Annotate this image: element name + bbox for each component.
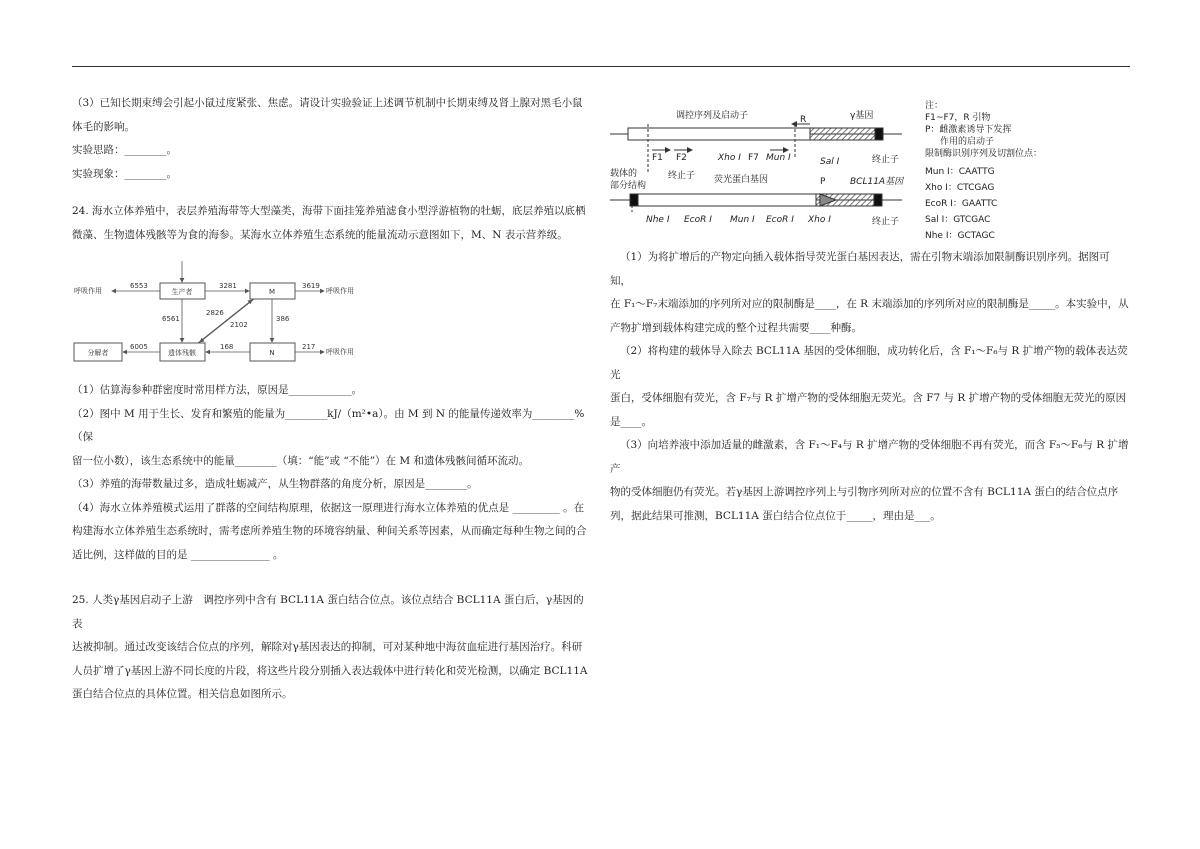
ecor-label-1: EcoR I [684, 215, 712, 225]
regulatory-label: 调控序列及启动子 [676, 111, 749, 121]
regulatory-bar [628, 128, 810, 140]
q25-2-line3: 是____。 [610, 415, 652, 428]
q24-stem-line2: 微藻、生物遗体残骸等为食的海参。某海水立体养殖生态系统的能量流动示意图如下，M、N 表示营养级。 [72, 228, 568, 241]
p-label: P [820, 177, 826, 187]
terminator-top [875, 128, 883, 140]
resp-label-right-bottom: 呼吸作用 [326, 348, 354, 356]
q24-3: （3）养殖的海带数量过多，造成牡蛎减产，从生物群落的角度分析，原因是________。 [72, 478, 478, 490]
q25-1-line3: 产物扩增到载体构建完成的整个过程共需要____种酶。 [610, 321, 862, 334]
right-column [610, 246, 1130, 528]
q25-stem-line4: 蛋白结合位点的具体位置。相关信息如图所示。 [72, 688, 293, 700]
value-2826: 2826 [206, 309, 224, 317]
decomposer-label: 分解者 [87, 349, 109, 357]
q25-1-line1: （1）为将扩增后的产物定向插入载体指导荧光蛋白基因表达，需在引物末端添加限制酶识别序列。据图可知， [610, 251, 1110, 287]
q25-2-line2: 蛋白，受体细胞有荧光，含 F₇与 R 扩增产物的受体细胞无荧光。含 F7 与 R 扩增产物的受体细胞无荧光的原因 [610, 392, 1127, 404]
r-primer-label: R [800, 115, 807, 125]
value-3281: 3281 [219, 282, 237, 290]
q25-2-line1: （2）将构建的载体导入除去 BCL11A 基因的受体细胞，成功转化后，含 F₁～F₆与 R 扩增产物的载体表达荧光 [610, 345, 1128, 381]
f1-label: F1 [652, 153, 663, 163]
value-2102: 2102 [230, 321, 248, 329]
q25-stem-line1: 25. 人类γ基因启动子上游 调控序列中含有 BCL11A 蛋白结合位点。该位点结合 BCL11A 蛋白后，γ基因的表 [72, 594, 584, 630]
q24-4-line1: （4）海水立体养殖模式运用了群落的空间结构原理，依据这一原理进行海水立体养殖的优点是 _________ 。在 [72, 501, 585, 514]
value-6553: 6553 [130, 282, 148, 290]
gamma-label: γ基因 [850, 111, 874, 121]
energy-flow-diagram [72, 255, 372, 375]
resp-label-left: 呼吸作用 [74, 287, 102, 295]
q24-stem-line1: 24. 海水立体养殖中，表层养殖海带等大型藻类，海带下面挂笼养殖滤食小型浮游植物的牡蛎，底层养殖以底栖 [72, 205, 586, 217]
value-217: 217 [302, 343, 316, 351]
q24-1: （1）估算海参种群密度时常用样方法，原因是____________。 [72, 384, 363, 396]
vector-label-2: 部分结构 [610, 181, 647, 191]
vector-label-1: 载体的 [610, 169, 638, 179]
mun-label: Mun I [766, 153, 791, 163]
q25-3-line3: 列，据此结果可推测，BCL11A 蛋白结合位点位于_____，理由是___。 [610, 509, 941, 522]
q24-4-line2: 构建海水立体养殖生态系统时，需考虑所养殖生物的环境容纳量、种间关系等因素，从而确定每种生物之间的合 [72, 525, 587, 537]
f7-label: F7 [748, 153, 759, 163]
gamma-gene-bar [810, 128, 875, 140]
left-column [72, 92, 592, 707]
q24-2-line2: 留一位小数），该生态系统中的能量________（填：“能”或 “不能”）在 M 和遗体残骸间循环流动。 [72, 454, 529, 467]
remains-label: 遗体残骸 [168, 349, 196, 357]
q25-3-line2: 物的受体细胞仍有荧光。若γ基因上游调控序列上与引物序列所对应的位置不含有 BCL11A 蛋白的结合位点序 [610, 486, 1119, 498]
enzyme-xho: Xho I：CTCGAG [925, 183, 995, 193]
xho-label-2: Xho I [808, 215, 831, 225]
terminator-label-bottom: 终止子 [872, 217, 900, 227]
sal-label: Sal I [820, 157, 840, 167]
note-title: 注： [925, 101, 944, 111]
xho-label: Xho I [718, 153, 741, 163]
q25-3-line1: （3）向培养液中添加适量的雌激素，含 F₁～F₄与 R 扩增产物的受体细胞不再有荧光，而含 F₅～F₆与 R 扩增产 [610, 439, 1129, 475]
enzyme-sal: Sal I：GTCGAC [925, 215, 991, 225]
vector-terminator [630, 194, 638, 206]
q24-4-line3: 适比例，这样做的目的是 _______________ 。 [72, 548, 284, 561]
header-rule [72, 66, 1130, 67]
enzyme-nhe: Nhe I：GCTAGC [925, 231, 995, 241]
ecor-label-2: EcoR I [766, 215, 794, 225]
terminator-label-top: 终止子 [872, 155, 900, 165]
value-386: 386 [276, 315, 290, 323]
note-line2: P：雌激素诱导下发挥 [925, 125, 1012, 135]
producer-label: 生产者 [171, 288, 193, 296]
resp-label-right-top: 呼吸作用 [326, 287, 354, 295]
note-line1: F1~F7，R 引物 [925, 113, 991, 123]
note-line3: 作用的启动子 [940, 137, 995, 147]
gfp-label: 荧光蛋白基因 [714, 175, 769, 185]
q25-1-line2: 在 F₁～F₇末端添加的序列所对应的限制酶是____，在 R 末端添加的序列所对应的限制酶是_____。本实验中，从 [610, 298, 1129, 310]
q23-3-line1: （3）已知长期束缚会引起小鼠过度紧张、焦虑。请设计实验验证上述调节机制中长期束缚及肾上腺对黑毛小鼠 [72, 97, 583, 109]
value-168: 168 [220, 343, 234, 351]
n-label: N [269, 349, 275, 357]
gene-vector-diagram [610, 94, 1130, 244]
q25-stem-line3: 人员扩增了γ基因上游不同长度的片段，将这些片段分别插入表达载体中进行转化和荧光检测，以确定 BCL11A [72, 664, 588, 677]
enzyme-ecor: EcoR I：GAATTC [925, 199, 998, 209]
f2-label: F2 [676, 153, 687, 163]
q25-stem-line2: 达被抑制。通过改变该结合位点的序列，解除对γ基因表达的抑制，可对某种地中海贫血症进行基因治疗。科研 [72, 641, 583, 653]
terminator-bottom [874, 194, 882, 206]
q23-3-phenomenon: 实验现象：________。 [72, 167, 177, 180]
nhe-label: Nhe I [646, 215, 670, 225]
terminator-label-mid: 终止子 [668, 171, 696, 181]
value-6561: 6561 [162, 315, 180, 323]
gfp-bar [638, 194, 816, 206]
q23-3-idea: 实验思路：________。 [72, 144, 177, 156]
q24-2-line1: （2）图中 M 用于生长、发育和繁殖的能量为________kJ/（m²•a）。由 M 到 N 的能量传递效率为________%（保 [72, 407, 585, 443]
value-6005: 6005 [130, 343, 148, 351]
mun-label-2: Mun I [730, 215, 755, 225]
m-label: M [268, 288, 276, 296]
value-3619: 3619 [302, 282, 320, 290]
bcl11a-label: BCL11A基因 [850, 177, 904, 187]
q23-3-line2: 体毛的影响。 [72, 120, 135, 133]
enzyme-mun: Mun I：CAATTG [925, 167, 995, 177]
note-line4: 限制酶识别序列及切割位点： [925, 149, 1043, 159]
